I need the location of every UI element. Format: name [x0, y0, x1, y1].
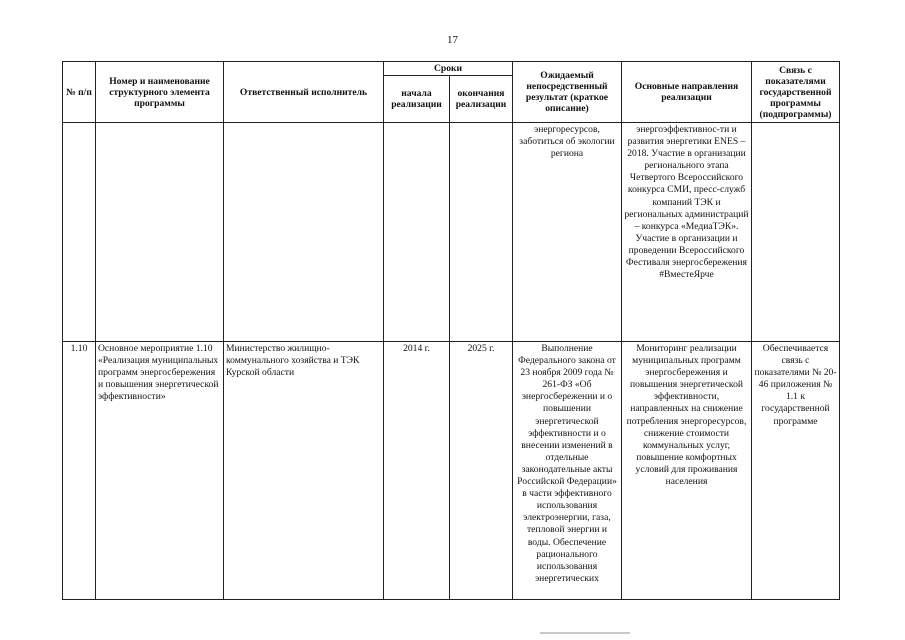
cell-num	[63, 123, 96, 342]
header-terms: Сроки	[384, 62, 513, 76]
cell-element	[96, 123, 224, 342]
table-row	[63, 342, 840, 600]
page-number: 17	[447, 34, 458, 46]
header-result: Ожидаемый непосредственный результат (краткое описание)	[513, 62, 622, 123]
cell-executor	[224, 123, 384, 342]
cell-num: 1.10	[63, 342, 96, 600]
header-link: Связь с показателями государственной программы (подпрограммы)	[752, 62, 840, 123]
cell-end	[450, 123, 513, 342]
table-row	[63, 123, 840, 342]
cell-link	[752, 123, 840, 342]
cell-directions: Мониторинг реализации муниципальных программ энергосбережения и повышения энергетической эффективности, направленных на снижение потребления энергоресурсов, снижение стоимости коммунальных услуг, повышение комфортных условий для проживания населения	[622, 342, 752, 600]
header-element: Номер и наименование структурного элемента программы	[96, 62, 224, 123]
cell-end: 2025 г.	[450, 342, 513, 600]
cell-start: 2014 г.	[384, 342, 450, 600]
cell-link: Обеспечивается связь с показателями № 20-46 приложения № 1.1 к государственной программе	[752, 342, 840, 600]
scan-artifact	[540, 632, 630, 634]
cell-element: Основное мероприятие 1.10 «Реализация муниципальных программ энергосбережения и повышения энергетической эффективности»	[96, 342, 224, 600]
header-executor: Ответственный исполнитель	[224, 62, 384, 123]
header-row-1	[63, 62, 840, 76]
cell-directions: энергоэффективнос-ти и развития энергетики ENES – 2018. Участие в организации регионального этапа Четвертого Всероссийского конкурса СМИ, пресс-служб компаний ТЭК и региональных администраций – конкурса «МедиаТЭК». Участие в организации и проведении Всероссийского Фестиваля энергосбережения #ВместеЯрче	[622, 123, 752, 342]
cell-result: Выполнение Федерального закона от 23 ноября 2009 года № 261-ФЗ «Об энергосбережении и о повышении энергетической эффективности и о внесении изменений в отдельные законодательные акты Российской Федерации» в части эффективного использования электроэнергии, газа, тепловой энергии и воды. Обеспечение рационального использования энергетических	[513, 342, 622, 600]
cell-result: энергоресурсов, заботиться об экологии региона	[513, 123, 622, 342]
cell-executor: Министерство жилищно-коммунального хозяйства и ТЭК Курской области	[224, 342, 384, 600]
header-start: начала реализации	[384, 76, 450, 123]
program-table	[62, 61, 840, 600]
cell-start	[384, 123, 450, 342]
header-num: № п/п	[63, 62, 96, 123]
header-end: окончания реализации	[450, 76, 513, 123]
header-directions: Основные направления реализации	[622, 62, 752, 123]
